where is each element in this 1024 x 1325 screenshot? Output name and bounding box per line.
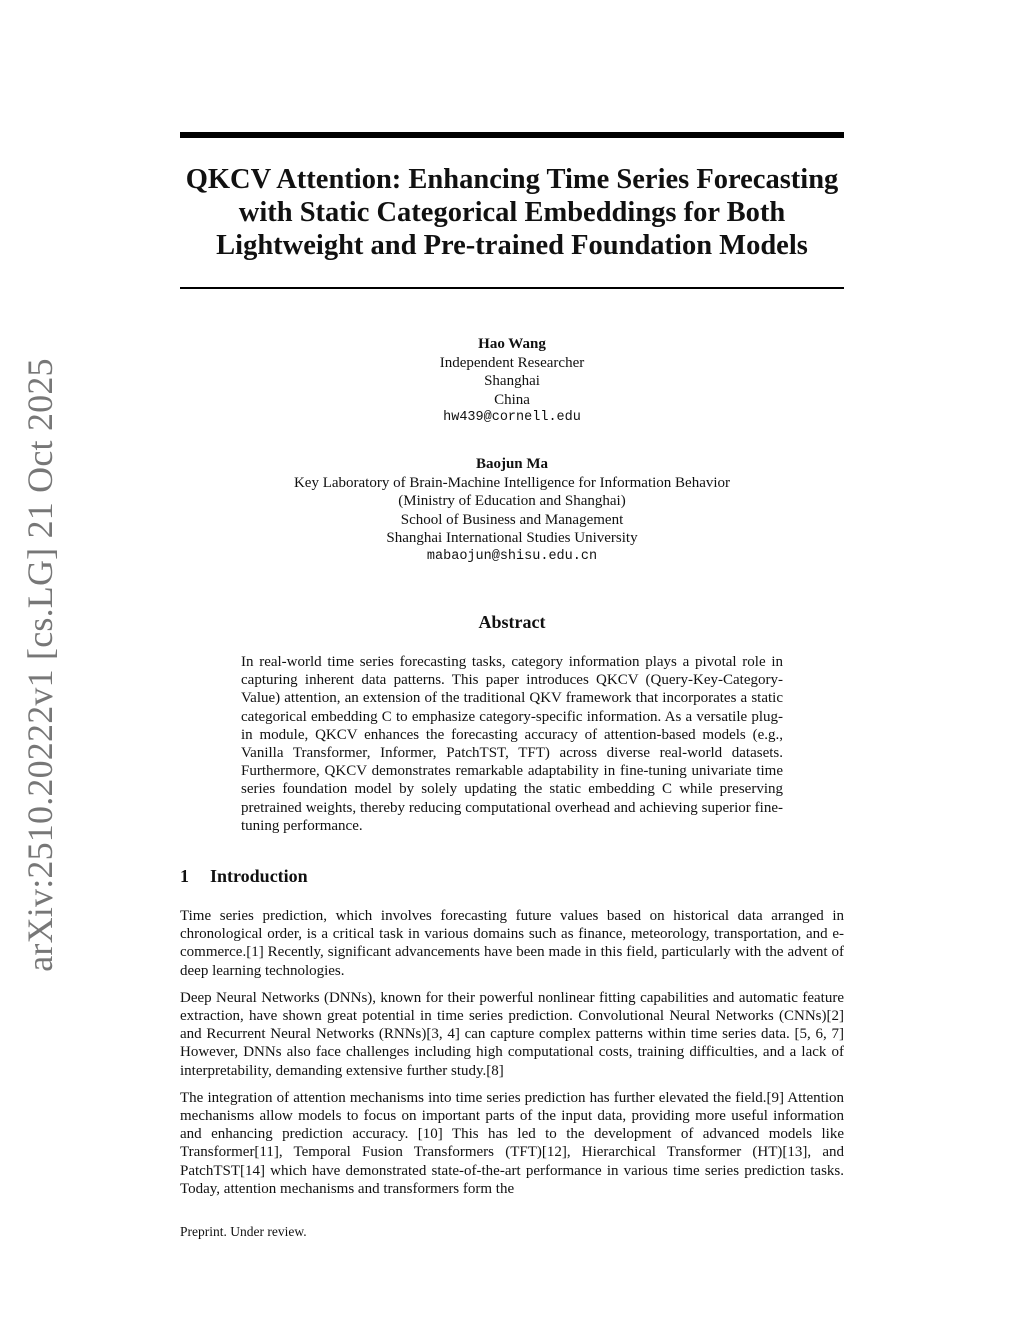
paragraph: Time series prediction, which involves forecasting future values based on historical data arranged in chronological order, is a critical task in various domains such as finance, meteorology, transportation, and e-commerce.[1] Recently, significant advancements have been made in this field, particularly with the advent of deep learning technologies. — [180, 908, 844, 979]
paper-title — [170, 163, 854, 262]
author-block-1 — [180, 335, 844, 428]
introduction-body — [180, 907, 844, 1207]
author-affiliation-line: Shanghai International Studies University — [386, 530, 638, 546]
author-block-2 — [180, 455, 844, 566]
arxiv-identifier-text: arXiv:2510.20222v1 [cs.LG] 21 Oct 2025 — [20, 358, 61, 972]
author-name: Hao Wang — [478, 336, 546, 352]
section-title: Introduction — [210, 866, 308, 886]
author-affiliation-line: School of Business and Management — [400, 511, 624, 528]
author-affiliation-line: Independent Researcher — [439, 354, 585, 371]
paragraph: The integration of attention mechanisms into time series prediction has further elevated the field.[9] Attention mechanisms allow models to focus on important parts of the input data, providing more useful information and enhancing prediction accuracy. [10] This has led to the development of advanced models like Transformer[11], Temporal Fusion Transformers (TFT)[12], Hierarchical Transformer (HT)[13], and PatchTST[14] which have demonstrated state-of-the-art performance in various time series prediction tasks. Today, attention mechanisms and transformers form the — [180, 1089, 844, 1197]
title-line: QKCV Attention: Enhancing Time Series Forecasting — [185, 164, 839, 195]
abstract-heading: Abstract — [478, 612, 546, 632]
section-number: 1 — [180, 866, 189, 886]
title-line: with Static Categorical Embeddings for Both — [238, 197, 786, 228]
author-affiliation-line: Key Laboratory of Brain-Machine Intelligence for Information Behavior — [293, 474, 731, 491]
arxiv-identifier-stamp — [10, 358, 70, 972]
abstract-text: In real-world time series forecasting tasks, category information plays a pivotal role in capturing inherent data patterns. This paper introduces QKCV (Query-Key-Category-Value) attention, an extension of the traditional QKV framework that incorporates a static categorical embedding C to emphasize category-specific information. As a versatile plug-in module, QKCV enhances the forecasting accuracy of attention-based models (e.g., Vanilla Transformer, Informer, PatchTST, TFT) across diverse real-world datasets. Furthermore, QKCV demonstrates remarkable adaptability in fine-tuning univariate time series foundation model by solely updating the static embedding C while preserving pretrained weights, thereby reducing computational overhead and achieving superior fine-tuning performance. — [241, 654, 783, 834]
author-email[interactable]: hw439@cornell.edu — [443, 410, 581, 425]
title-line: Lightweight and Pre-trained Foundation Models — [216, 230, 808, 261]
section-heading-introduction — [180, 866, 308, 887]
title-bottom-rule — [180, 287, 844, 289]
paragraph: Deep Neural Networks (DNNs), known for their powerful nonlinear fitting capabilities and automatic feature extraction, have shown great potential in time series prediction. Convolutional Neural Networks (CNNs)[2] and Recurrent Neural Networks (RNNs)[3, 4] can capture complex patterns within time series data. [5, 6, 7] However, DNNs also face challenges including high computational costs, training difficulties, and a lack of interpretability, demanding extensive further study.[8] — [180, 989, 844, 1079]
author-affiliation-line: Shanghai — [484, 373, 540, 389]
author-email[interactable]: mabaojun@shisu.edu.cn — [426, 548, 598, 564]
author-affiliation-line: China — [494, 391, 530, 408]
author-name: Baojun Ma — [475, 456, 549, 472]
preprint-footer-note: Preprint. Under review. — [180, 1224, 307, 1239]
title-top-rule — [180, 132, 844, 138]
author-affiliation-line: (Ministry of Education and Shanghai) — [398, 493, 626, 509]
